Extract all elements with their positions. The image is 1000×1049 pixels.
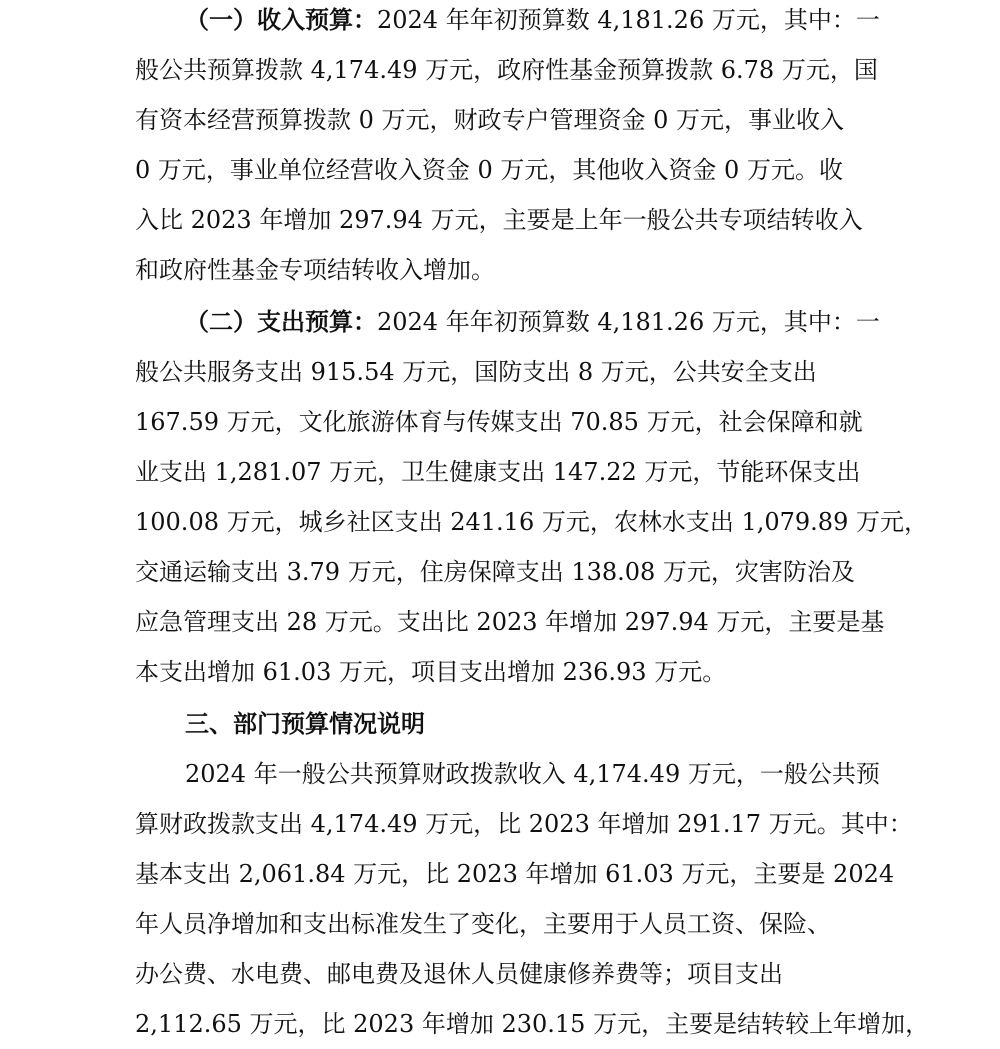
section3-line-0: 2024 年一般公共预算财政拨款收入 4,174.49 万元，一般公共预 bbox=[185, 760, 880, 788]
section2-line-3: 业支出 1,281.07 万元，卫生健康支出 147.22 万元，节能环保支出 bbox=[135, 458, 861, 486]
section3-line-1: 算财政拨款支出 4,174.49 万元，比 2023 年增加 291.17 万元。其中： bbox=[135, 810, 913, 838]
section3-line-5: 2,112.65 万元，比 2023 年增加 230.15 万元，主要是结转较上年增加， bbox=[135, 1010, 930, 1038]
section2-lead: （二）支出预算： bbox=[185, 307, 377, 336]
section2-line-6: 应急管理支出 28 万元。支出比 2023 年增加 297.94 万元，主要是基 bbox=[135, 608, 885, 636]
section3-line-4: 办公费、水电费、邮电费及退休人员健康修养费等；项目支出 bbox=[135, 960, 783, 988]
section1-lead: （一）收入预算： bbox=[185, 5, 377, 34]
section1-line-3: 0 万元，事业单位经营收入资金 0 万元，其他收入资金 0 万元。收 bbox=[135, 156, 843, 184]
section2-line-2: 167.59 万元，文化旅游体育与传媒支出 70.85 万元，社会保障和就 bbox=[135, 408, 863, 436]
section2-line-5: 交通运输支出 3.79 万元，住房保障支出 138.08 万元，灾害防治及 bbox=[135, 558, 855, 586]
section2-line-4: 100.08 万元，城乡社区支出 241.16 万元，农林水支出 1,079.89 万元， bbox=[135, 508, 928, 536]
section2-line-7: 本支出增加 61.03 万元，项目支出增加 236.93 万元。 bbox=[135, 658, 727, 686]
section2-line-0: 2024 年年初预算数 4,181.26 万元，其中：一 bbox=[377, 308, 880, 336]
section3-line-2: 基本支出 2,061.84 万元，比 2023 年增加 61.03 万元，主要是 2024 bbox=[135, 860, 895, 888]
section3-heading: 三、部门预算情况说明 bbox=[185, 709, 425, 738]
section1-line-1: 般公共预算拨款 4,174.49 万元，政府性基金预算拨款 6.78 万元，国 bbox=[135, 56, 878, 84]
section1-first-line bbox=[185, 0, 880, 45]
section1-line-0: 2024 年年初预算数 4,181.26 万元，其中：一 bbox=[377, 6, 880, 34]
section1-line-2: 有资本经营预算拨款 0 万元，财政专户管理资金 0 万元，事业收入 bbox=[135, 106, 845, 134]
section1-line-5: 和政府性基金专项结转收入增加。 bbox=[135, 256, 495, 284]
section3-line-3: 年人员净增加和支出标准发生了变化，主要用于人员工资、保险、 bbox=[135, 910, 831, 938]
section1-line-4: 入比 2023 年增加 297.94 万元，主要是上年一般公共专项结转收入 bbox=[135, 206, 863, 234]
section2-first-line bbox=[185, 297, 880, 347]
section2-line-1: 般公共服务支出 915.54 万元，国防支出 8 万元，公共安全支出 bbox=[135, 358, 817, 386]
